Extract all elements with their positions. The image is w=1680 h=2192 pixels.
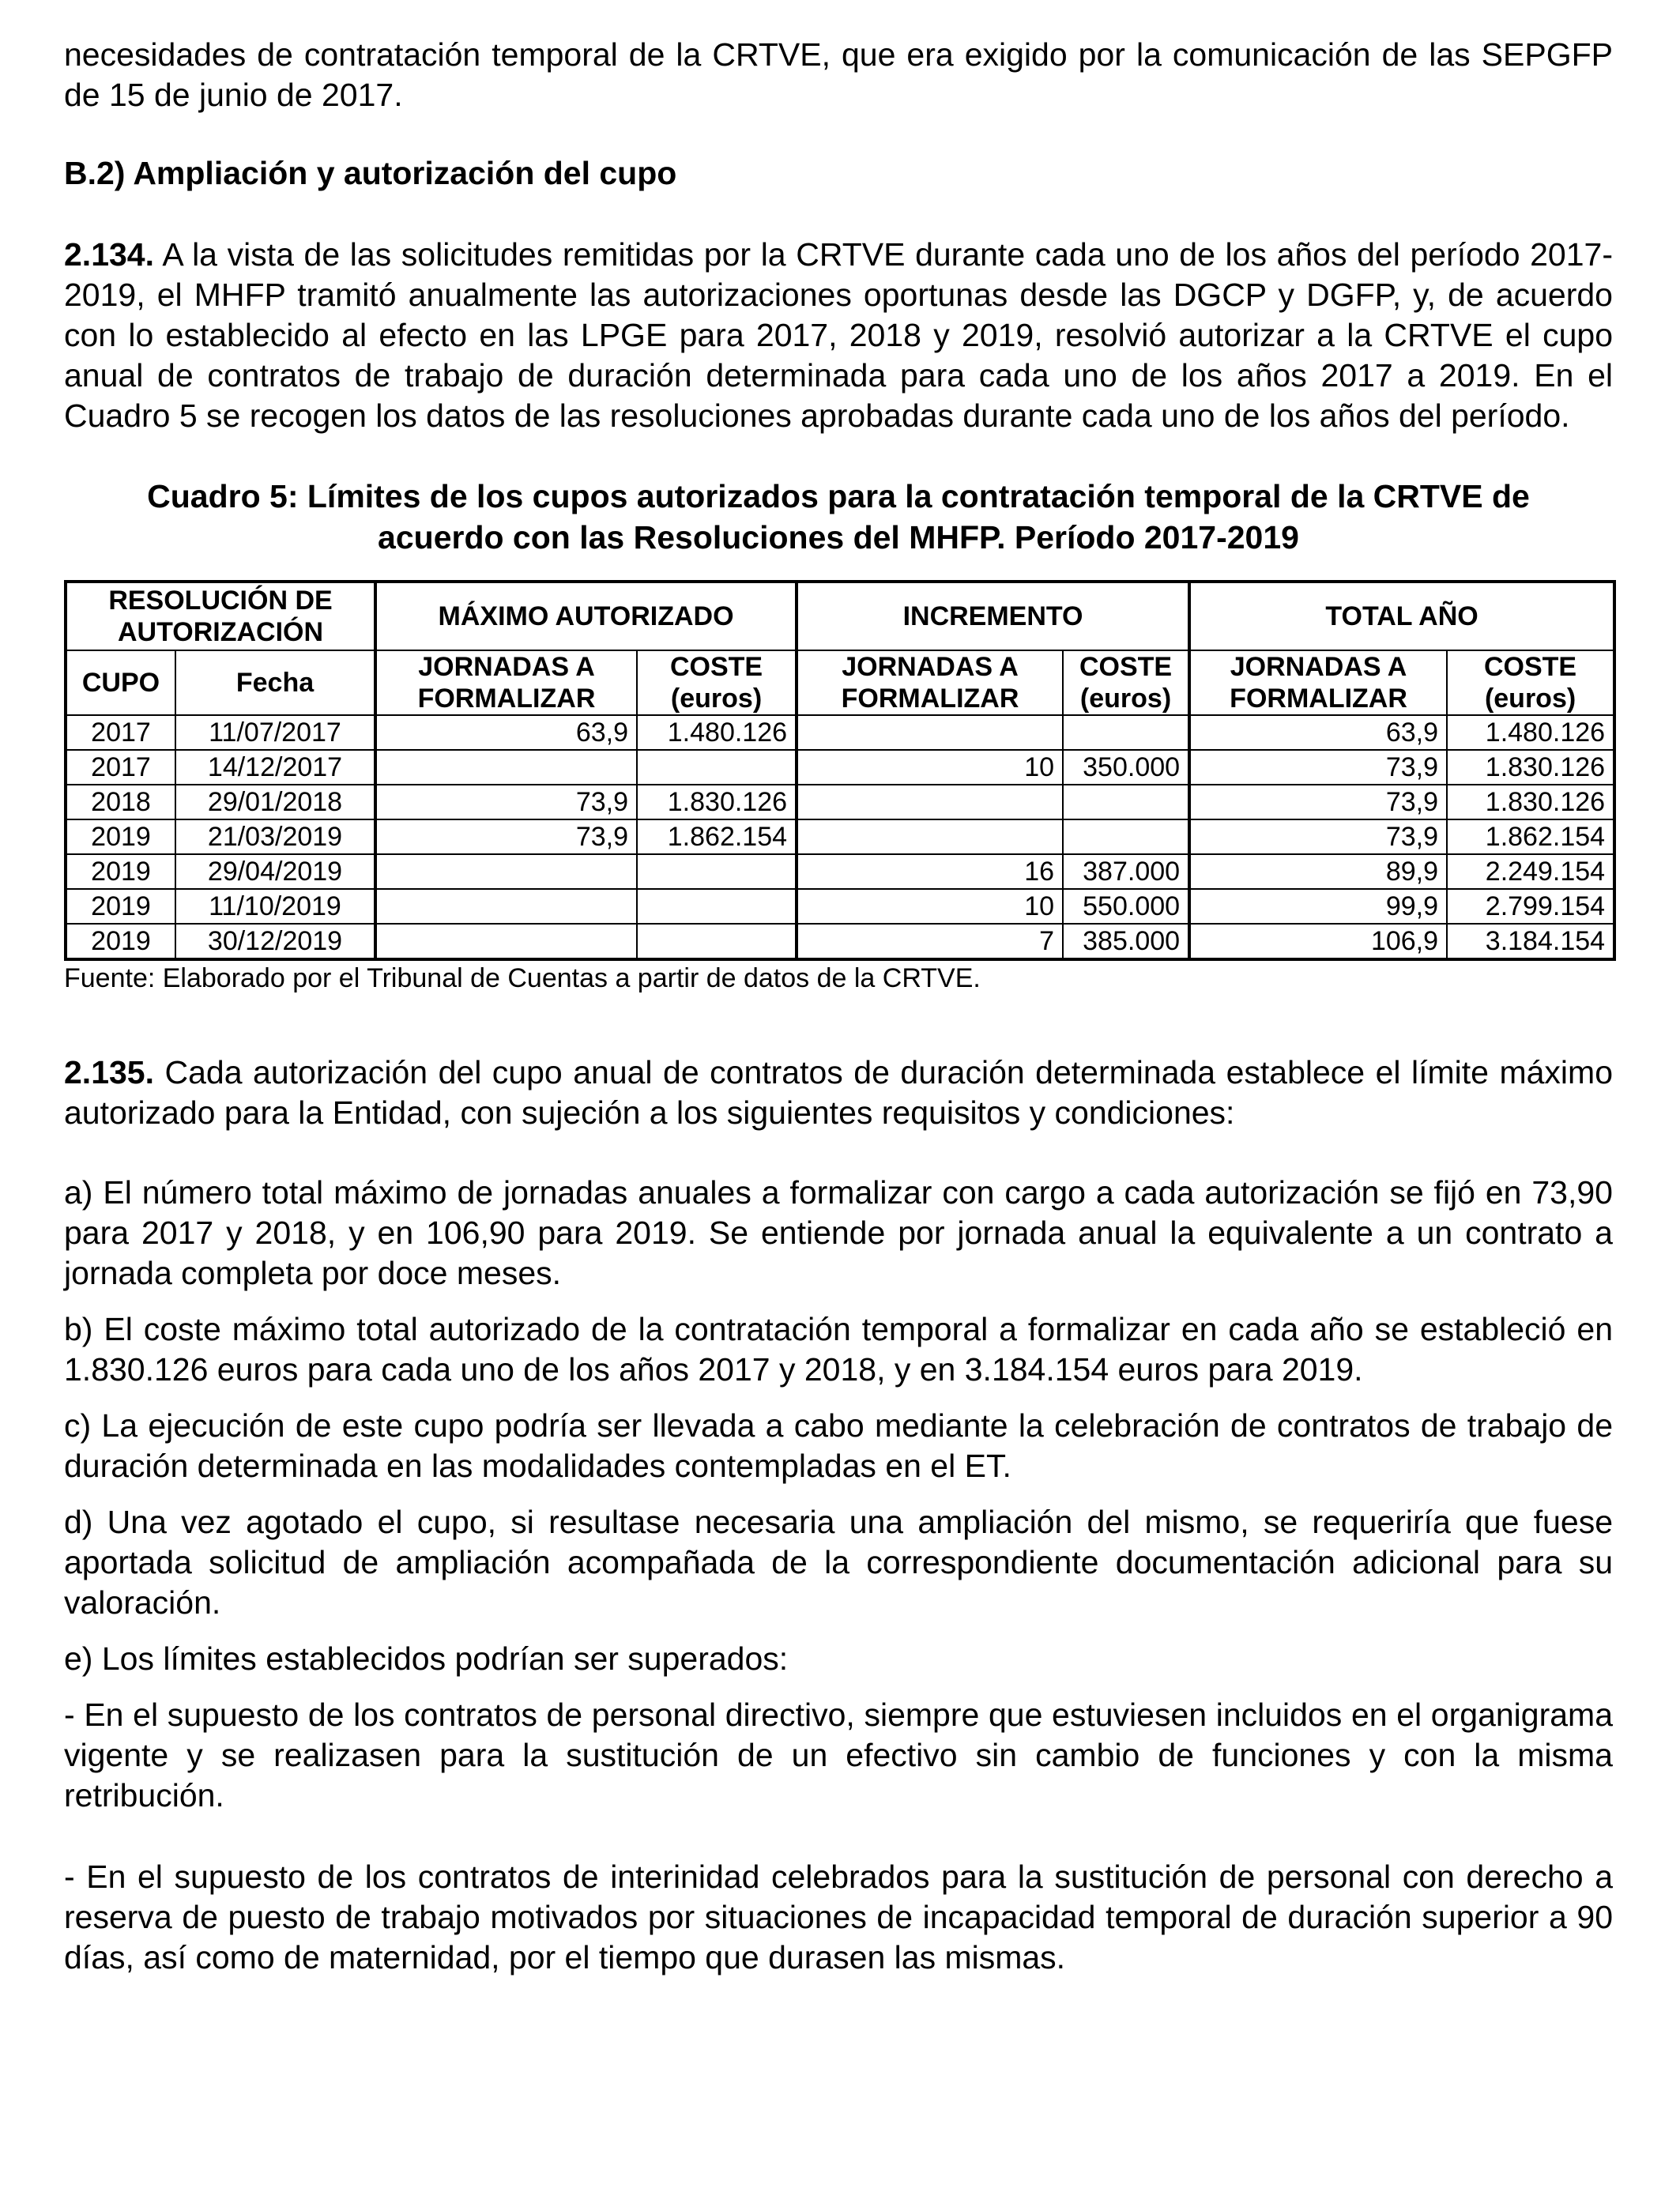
cell-max-jornadas <box>375 889 637 924</box>
cell-total-coste: 1.830.126 <box>1447 785 1614 819</box>
cell-cupo: 2019 <box>66 924 175 959</box>
header-resolucion: RESOLUCIÓN DE AUTORIZACIÓN <box>66 582 375 650</box>
cell-fecha: 11/10/2019 <box>175 889 375 924</box>
cell-total-jornadas: 73,9 <box>1189 819 1447 854</box>
header-maximo: MÁXIMO AUTORIZADO <box>375 582 797 650</box>
header-total: TOTAL AÑO <box>1189 582 1614 650</box>
cell-cupo: 2018 <box>66 785 175 819</box>
condition-e: e) Los límites establecidos podrían ser superados: <box>64 1640 789 1677</box>
cell-max-jornadas: 63,9 <box>375 715 637 750</box>
cell-cupo: 2019 <box>66 889 175 924</box>
paragraph-text: A la vista de las solicitudes remitidas por la CRTVE durante cada uno de los años del período 2017-2019, el MHFP tramitó anualmente las autorizaciones oportunas desde las DGCP y DGFP, y, de acuerdo con lo establecido al efecto en las LPGE para 2017, 2018 y 2019, resolvió autorizar a la CRTVE el cupo anual de contratos de trabajo de duración determinada para cada uno de los años 2017 a 2019. En el Cuadro 5 se recogen los datos de las resoluciones aprobadas durante cada uno de los años del período. <box>64 236 1613 434</box>
cell-max-jornadas: 73,9 <box>375 819 637 854</box>
cell-inc-jornadas <box>797 715 1063 750</box>
cell-inc-coste <box>1063 715 1189 750</box>
condition-c: c) La ejecución de este cupo podría ser llevada a cabo mediante la celebración de contratos de trabajo de duración determinada en las modalidades contempladas en el ET. <box>64 1407 1613 1484</box>
cell-total-jornadas: 73,9 <box>1189 785 1447 819</box>
cell-inc-jornadas: 10 <box>797 750 1063 785</box>
cell-inc-jornadas: 16 <box>797 854 1063 889</box>
cell-total-coste: 1.862.154 <box>1447 819 1614 854</box>
header-max-coste: COSTE (euros) <box>637 650 797 715</box>
cell-max-coste: 1.830.126 <box>637 785 797 819</box>
cell-total-coste: 2.799.154 <box>1447 889 1614 924</box>
cell-inc-jornadas: 10 <box>797 889 1063 924</box>
table-row <box>66 785 1614 819</box>
cell-cupo: 2019 <box>66 854 175 889</box>
cell-fecha: 29/04/2019 <box>175 854 375 889</box>
header-total-coste: COSTE (euros) <box>1447 650 1614 715</box>
cell-total-jornadas: 63,9 <box>1189 715 1447 750</box>
exception-interinidad: - En el supuesto de los contratos de interinidad celebrados para la sustitución de personal con derecho a reserva de puesto de trabajo motivados por situaciones de incapacidad temporal de duración superior a 90 días, así como de maternidad, por el tiempo que durasen las mismas. <box>64 1859 1613 1975</box>
table-container <box>64 580 1613 961</box>
paragraph-2-135 <box>64 1053 1613 1133</box>
cell-max-coste <box>637 924 797 959</box>
condition-b: b) El coste máximo total autorizado de la contratación temporal a formalizar en cada año se estableció en 1.830.126 euros para cada uno de los años 2017 y 2018, y en 3.184.154 euros para 2019. <box>64 1311 1613 1388</box>
table-row <box>66 715 1614 750</box>
cell-total-jornadas: 73,9 <box>1189 750 1447 785</box>
cell-total-coste: 1.480.126 <box>1447 715 1614 750</box>
condition-a: a) El número total máximo de jornadas anuales a formalizar con cargo a cada autorización se fijó en 73,90 para 2017 y 2018, y en 106,90 para 2019. Se entiende por jornada anual la equivalente a un contrato a jornada completa por doce meses. <box>64 1174 1613 1291</box>
table-row <box>66 924 1614 959</box>
table-source-note: Fuente: Elaborado por el Tribunal de Cuentas a partir de datos de la CRTVE. <box>64 963 981 993</box>
cell-max-jornadas <box>375 924 637 959</box>
header-max-jornadas: JORNADAS A FORMALIZAR <box>375 650 637 715</box>
header-inc-jornadas: JORNADAS A FORMALIZAR <box>797 650 1063 715</box>
cell-inc-coste: 550.000 <box>1063 889 1189 924</box>
cell-cupo: 2017 <box>66 750 175 785</box>
cell-fecha: 14/12/2017 <box>175 750 375 785</box>
cell-inc-jornadas <box>797 785 1063 819</box>
table-row <box>66 854 1614 889</box>
cell-max-coste <box>637 750 797 785</box>
cell-max-jornadas <box>375 750 637 785</box>
cell-cupo: 2019 <box>66 819 175 854</box>
header-total-jornadas: JORNADAS A FORMALIZAR <box>1189 650 1447 715</box>
cell-max-coste: 1.480.126 <box>637 715 797 750</box>
header-incremento: INCREMENTO <box>797 582 1189 650</box>
cell-inc-coste <box>1063 785 1189 819</box>
header-inc-coste: COSTE (euros) <box>1063 650 1189 715</box>
paragraph-text: Cada autorización del cupo anual de contratos de duración determinada establece el límite máximo autorizado para la Entidad, con sujeción a los siguientes requisitos y condiciones: <box>64 1054 1613 1131</box>
table-row <box>66 750 1614 785</box>
cell-max-coste <box>637 854 797 889</box>
intro-paragraph: necesidades de contratación temporal de la CRTVE, que era exigido por la comunicación de las SEPGFP de 15 de junio de 2017. <box>64 36 1613 113</box>
header-cupo: CUPO <box>66 650 175 715</box>
cell-total-jornadas: 106,9 <box>1189 924 1447 959</box>
cell-total-coste: 2.249.154 <box>1447 854 1614 889</box>
cell-fecha: 29/01/2018 <box>175 785 375 819</box>
cell-inc-coste <box>1063 819 1189 854</box>
cell-max-coste <box>637 889 797 924</box>
cell-fecha: 21/03/2019 <box>175 819 375 854</box>
cell-inc-jornadas: 7 <box>797 924 1063 959</box>
cell-cupo: 2017 <box>66 715 175 750</box>
cell-total-jornadas: 99,9 <box>1189 889 1447 924</box>
table-caption: Cuadro 5: Límites de los cupos autorizados para la contratación temporal de la CRTVE de acuerdo con las Resoluciones del MHFP. Período 2017-2019 <box>147 478 1530 556</box>
cell-total-coste: 1.830.126 <box>1447 750 1614 785</box>
paragraph-number: 2.134. <box>64 236 154 273</box>
cell-max-coste: 1.862.154 <box>637 819 797 854</box>
cell-max-jornadas <box>375 854 637 889</box>
document-page <box>64 35 1613 1978</box>
cell-inc-coste: 385.000 <box>1063 924 1189 959</box>
condition-d: d) Una vez agotado el cupo, si resultase necesaria una ampliación del mismo, se requeriría que fuese aportada solicitud de ampliación acompañada de la correspondiente documentación adicional para su valoración. <box>64 1504 1613 1621</box>
table-row <box>66 889 1614 924</box>
cell-fecha: 30/12/2019 <box>175 924 375 959</box>
cuadro-5-table <box>64 580 1616 961</box>
paragraph-2-134 <box>64 235 1613 436</box>
paragraph-number: 2.135. <box>64 1054 154 1090</box>
section-heading: B.2) Ampliación y autorización del cupo <box>64 155 677 191</box>
exception-directivo: - En el supuesto de los contratos de personal directivo, siempre que estuviesen incluidos en el organigrama vigente y se realizasen para la sustitución de un efectivo sin cambio de funciones y con la misma retribución. <box>64 1697 1613 1813</box>
cell-max-jornadas: 73,9 <box>375 785 637 819</box>
cell-total-coste: 3.184.154 <box>1447 924 1614 959</box>
table-row <box>66 819 1614 854</box>
header-fecha: Fecha <box>175 650 375 715</box>
cell-total-jornadas: 89,9 <box>1189 854 1447 889</box>
cell-inc-coste: 350.000 <box>1063 750 1189 785</box>
cell-inc-coste: 387.000 <box>1063 854 1189 889</box>
cell-fecha: 11/07/2017 <box>175 715 375 750</box>
cell-inc-jornadas <box>797 819 1063 854</box>
